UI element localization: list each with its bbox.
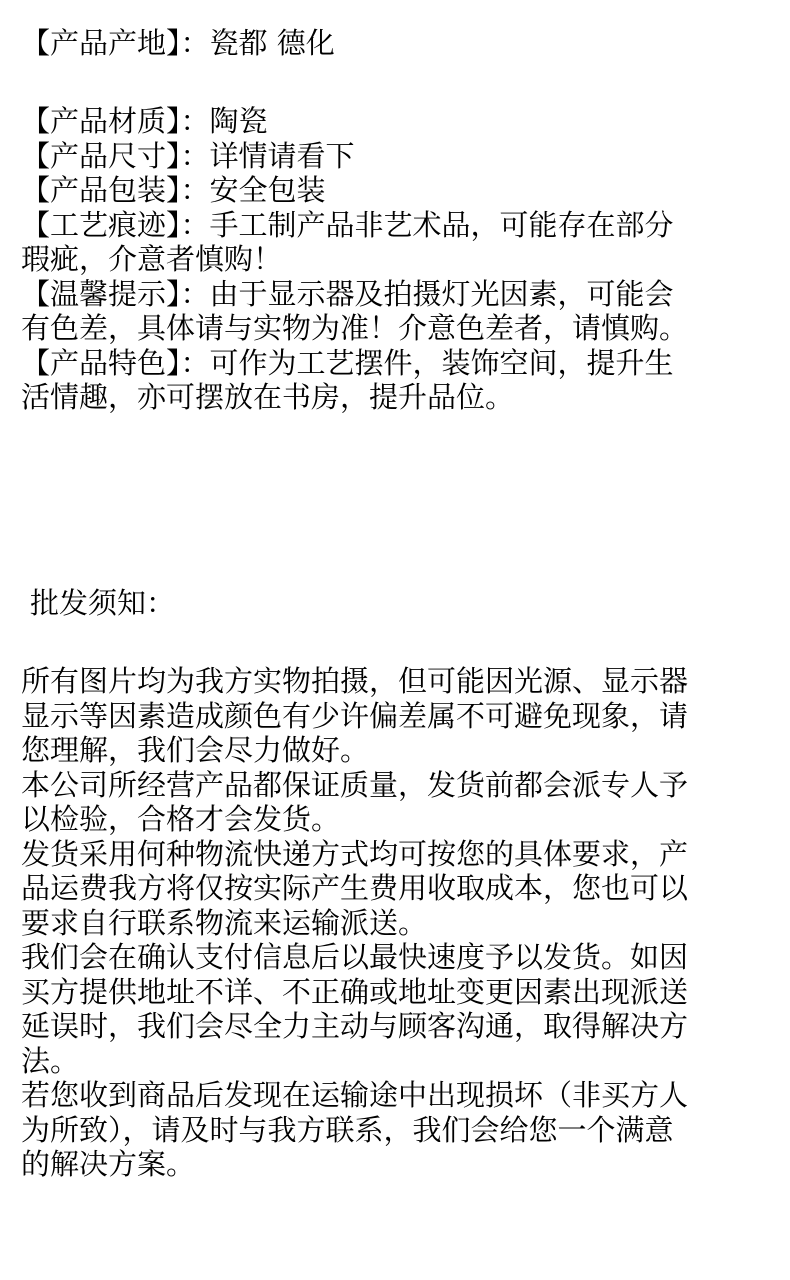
product-feature-line: 【产品特色】：可作为工艺摆件，装饰空间，提升生	[21, 345, 674, 380]
notice-line: 法。	[21, 1043, 80, 1078]
notice-line: 为所致），请及时与我方联系，我们会给您一个满意	[21, 1112, 674, 1147]
notice-line: 我们会在确认支付信息后以最快速度予以发货。如因	[21, 940, 689, 974]
notice-paragraph-photos	[21, 664, 771, 768]
wholesale-title: 批发须知：	[30, 586, 176, 620]
product-details-section	[21, 104, 771, 415]
notice-line: 的解决方案。	[21, 1147, 196, 1181]
notice-paragraph-damage	[21, 1078, 771, 1182]
product-origin-line: 【产品产地】：瓷都 德化	[21, 26, 335, 60]
notice-line: 买方提供地址不详、不正确或地址变更因素出现派送	[21, 974, 689, 1009]
product-packaging-line: 【产品包装】：安全包装	[21, 173, 326, 207]
warm-tip-line: 【温馨提示】：由于显示器及拍摄灯光因素，可能会	[21, 276, 674, 311]
notice-paragraph-shipping	[21, 837, 771, 941]
notice-line: 您理解，我们会尽力做好。	[21, 733, 370, 767]
product-origin-section	[21, 26, 771, 61]
notice-line: 延误时，我们会尽全力主动与顾客沟通，取得解决方	[21, 1009, 689, 1043]
notice-paragraph-dispatch	[21, 940, 771, 1078]
warm-tip-line: 有色差，具体请与实物为准！介意色差者，请慎购。	[21, 311, 689, 345]
notice-line: 所有图片均为我方实物拍摄，但可能因光源、显示器	[21, 664, 689, 698]
craft-marks-line: 【工艺痕迹】：手工制产品非艺术品，可能存在部分	[21, 207, 674, 242]
notice-line: 要求自行联系物流来运输派送。	[21, 905, 428, 940]
notice-line: 显示等因素造成颜色有少许偏差属不可避免现象，请	[21, 698, 689, 733]
notice-line: 发货采用何种物流快递方式均可按您的具体要求，产	[21, 836, 689, 871]
product-material-line: 【产品材质】：陶瓷	[21, 104, 268, 138]
craft-marks-line: 瑕疵，介意者慎购！	[21, 242, 283, 276]
product-size-line: 【产品尺寸】：详情请看下	[21, 138, 355, 173]
wholesale-notice-heading	[30, 586, 780, 621]
notice-line: 以检验，合格才会发货。	[21, 802, 341, 836]
product-feature-line: 活情趣，亦可摆放在书房，提升品位。	[21, 380, 515, 414]
notice-paragraph-quality	[21, 768, 771, 837]
wholesale-notice-body	[21, 664, 771, 1182]
notice-line: 本公司所经营产品都保证质量，发货前都会派专人予	[21, 767, 689, 802]
notice-line: 若您收到商品后发现在运输途中出现损坏（非买方人	[21, 1078, 689, 1112]
notice-line: 品运费我方将仅按实际产生费用收取成本，您也可以	[21, 871, 689, 905]
